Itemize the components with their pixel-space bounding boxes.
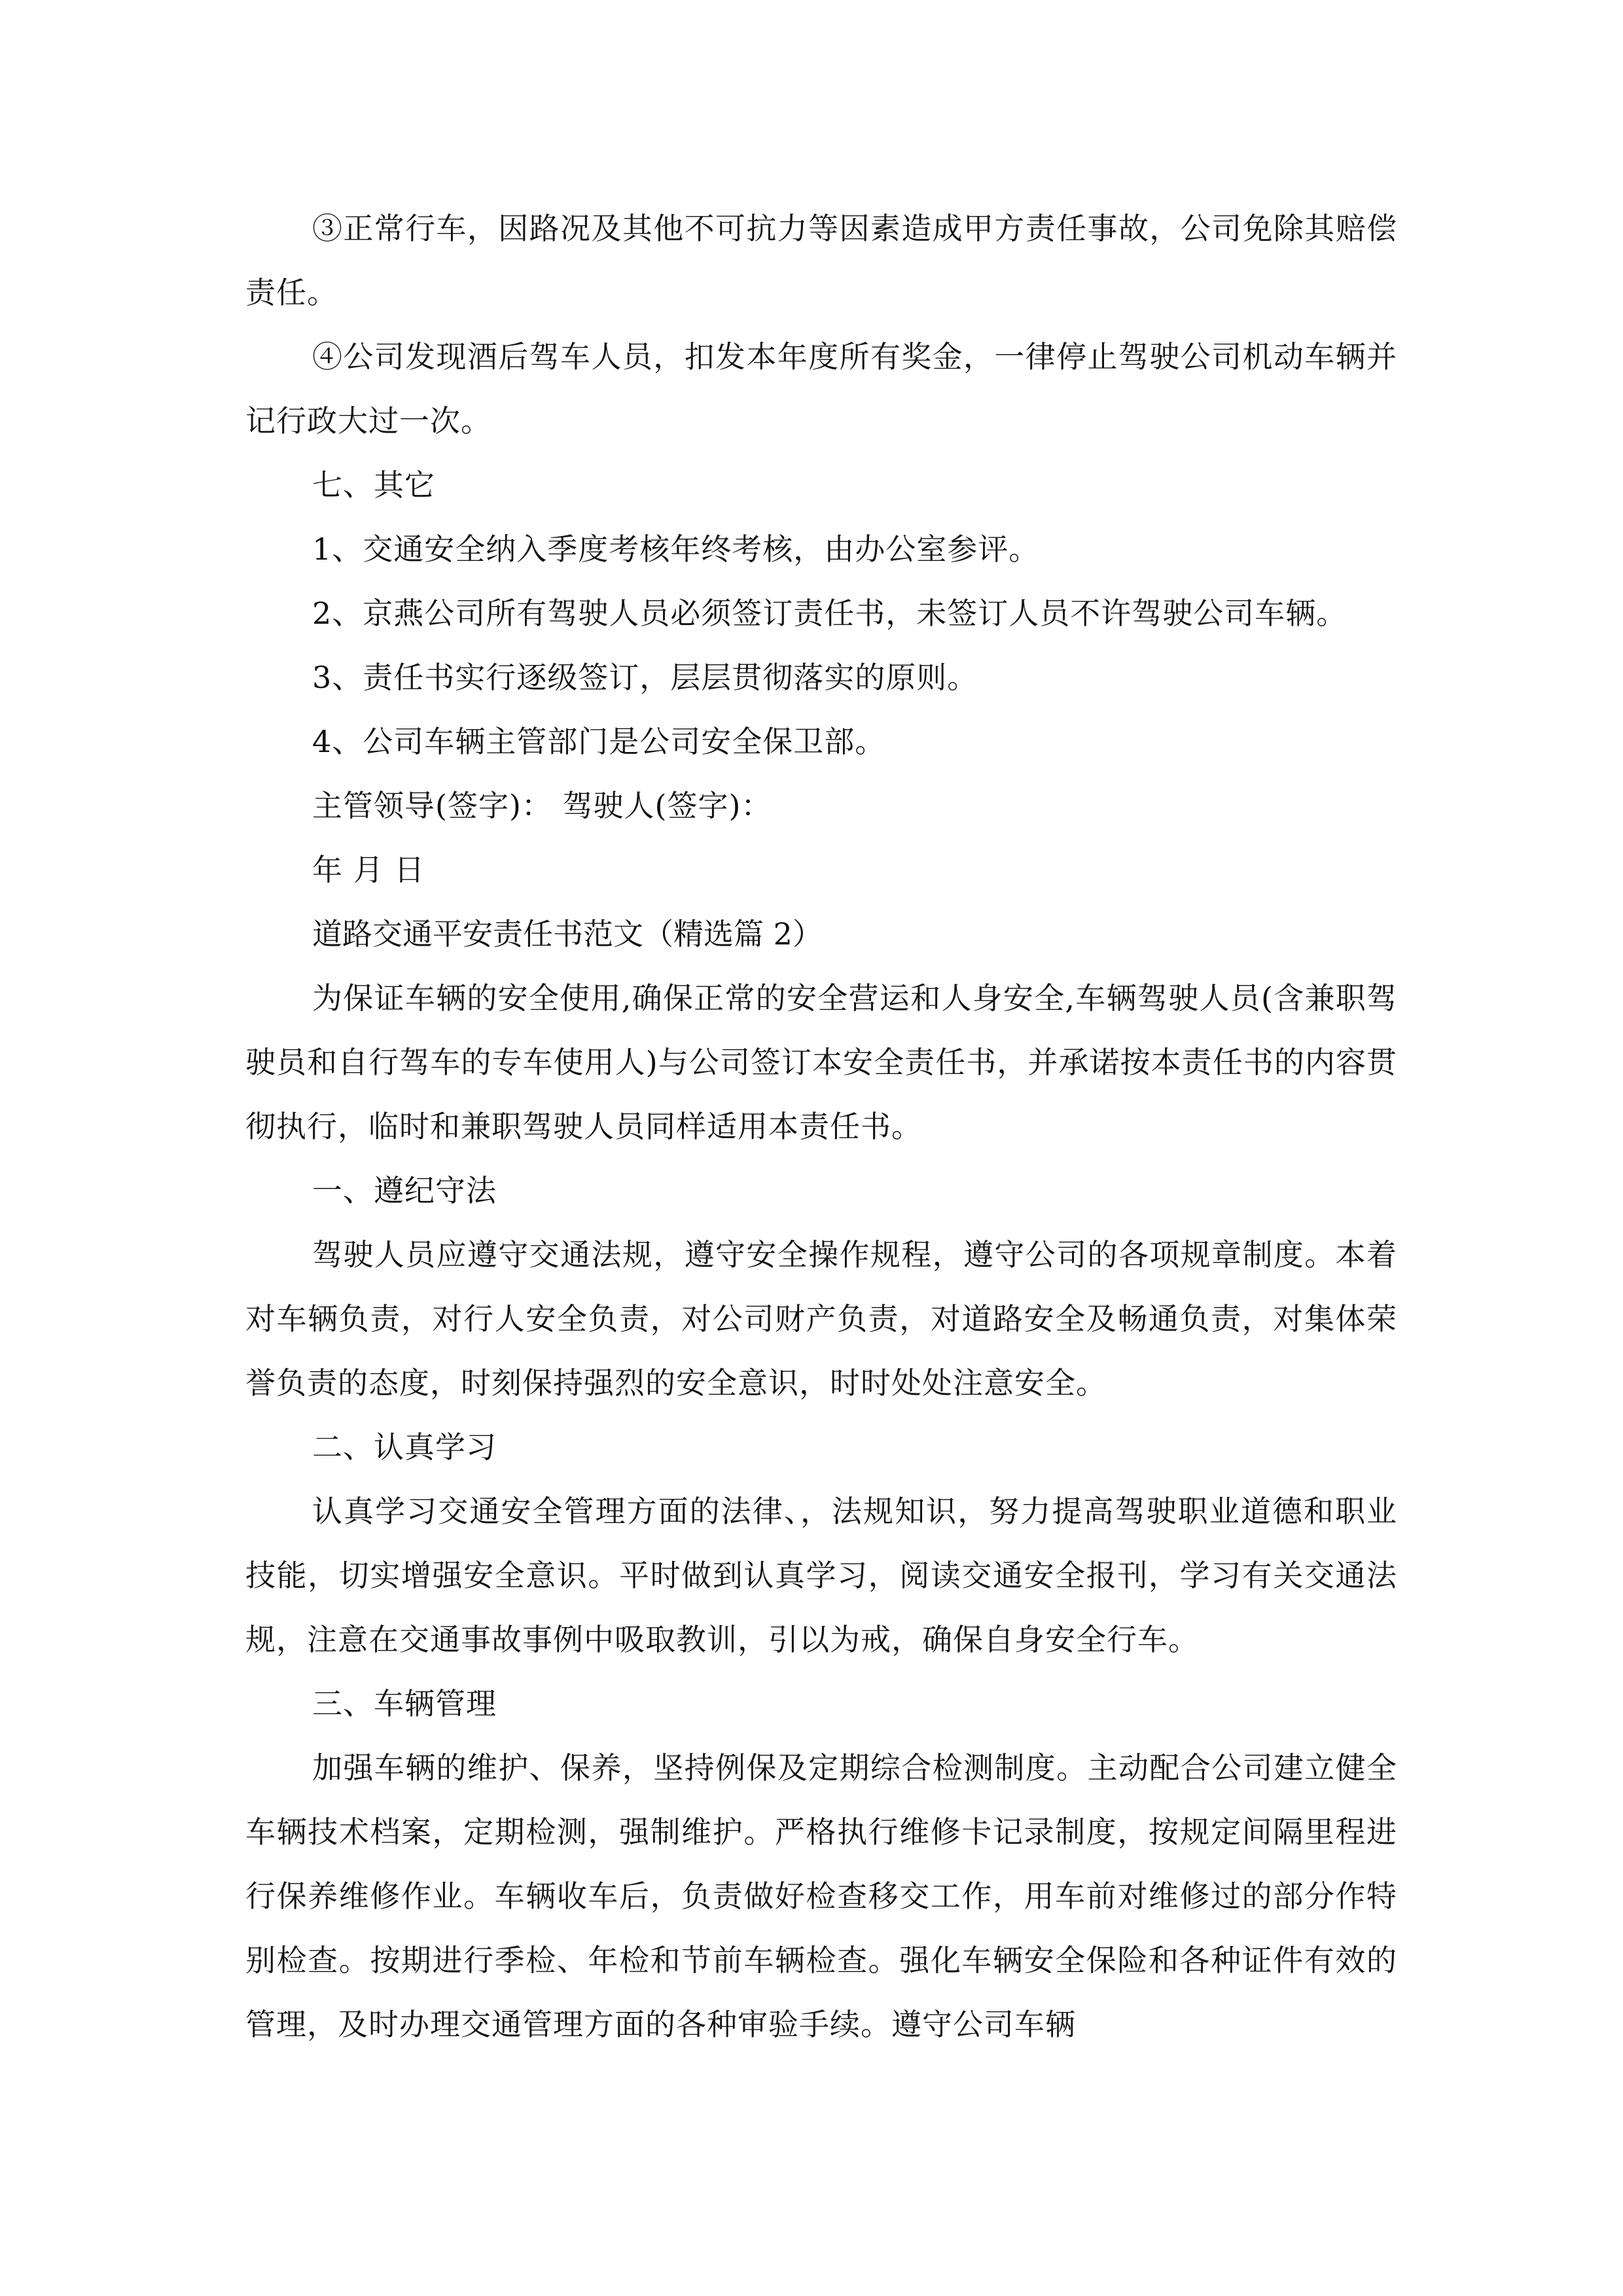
article-title: 道路交通平安责任书范文（精选篇 2） — [312, 916, 823, 952]
section-heading-study: 二、认真学习 — [312, 1429, 497, 1465]
paragraph-item-3: ③正常行车，因路况及其他不可抗力等因素造成甲方责任事故，公司免除其赔偿责任。 — [245, 211, 1397, 310]
document-body — [245, 196, 1397, 2056]
section-body-law: 驾驶人员应遵守交通法规，遵守安全操作规程，遵守公司的各项规章制度。本着对车辆负责，对行人安全负责，对公司财产负责，对道路安全及畅通负责，对集体荣誉负责的态度，时刻保持强烈的安全意识，时时处处注意安全。 — [245, 1237, 1397, 1401]
section-heading-other: 七、其它 — [312, 467, 435, 503]
section-body-study: 认真学习交通安全管理方面的法律、，法规知识，努力提高驾驶职业道德和职业技能，切实增强安全意识。平时做到认真学习，阅读交通安全报刊，学习有关交通法规，注意在交通事故事例中吸取教训，引以为戒，确保自身安全行车。 — [245, 1494, 1397, 1657]
section-heading-vehicle: 三、车辆管理 — [312, 1686, 497, 1721]
list-item-1: 1、交通安全纳入季度考核年终考核，由办公室参评。 — [312, 531, 1040, 567]
signature-line: 主管领导(签字)： 驾驶人(签字)： — [312, 788, 772, 823]
list-item-4: 4、公司车辆主管部门是公司安全保卫部。 — [312, 724, 886, 759]
list-item-2: 2、京燕公司所有驾驶人员必须签订责任书，未签订人员不许驾驶公司车辆。 — [312, 596, 1347, 631]
intro-paragraph: 为保证车辆的安全使用,确保正常的安全营运和人身安全,车辆驾驶人员(含兼职驾驶员和自行驾车的专车使用人)与公司签订本安全责任书，并承诺按本责任书的内容贯彻执行，临时和兼职驾驶人员同样适用本责任书。 — [245, 980, 1397, 1144]
section-heading-law: 一、遵纪守法 — [312, 1173, 497, 1208]
list-item-3: 3、责任书实行逐级签订，层层贯彻落实的原则。 — [312, 660, 978, 695]
section-body-vehicle: 加强车辆的维护、保养，坚持例保及定期综合检测制度。主动配合公司建立健全车辆技术档案，定期检测，强制维护。严格执行维修卡记录制度，按规定间隔里程进行保养维修作业。车辆收车后，负责做好检查移交工作，用车前对维修过的部分作特别检查。按期进行季检、年检和节前车辆检查。强化车辆安全保险和各种证件有效的管理，及时办理交通管理方面的各种审验手续。遵守公司车辆 — [245, 1750, 1397, 2042]
paragraph-item-4: ④公司发现酒后驾车人员，扣发本年度所有奖金，一律停止驾驶公司机动车辆并记行政大过一次。 — [245, 339, 1397, 439]
date-line: 年 月 日 — [312, 852, 425, 888]
